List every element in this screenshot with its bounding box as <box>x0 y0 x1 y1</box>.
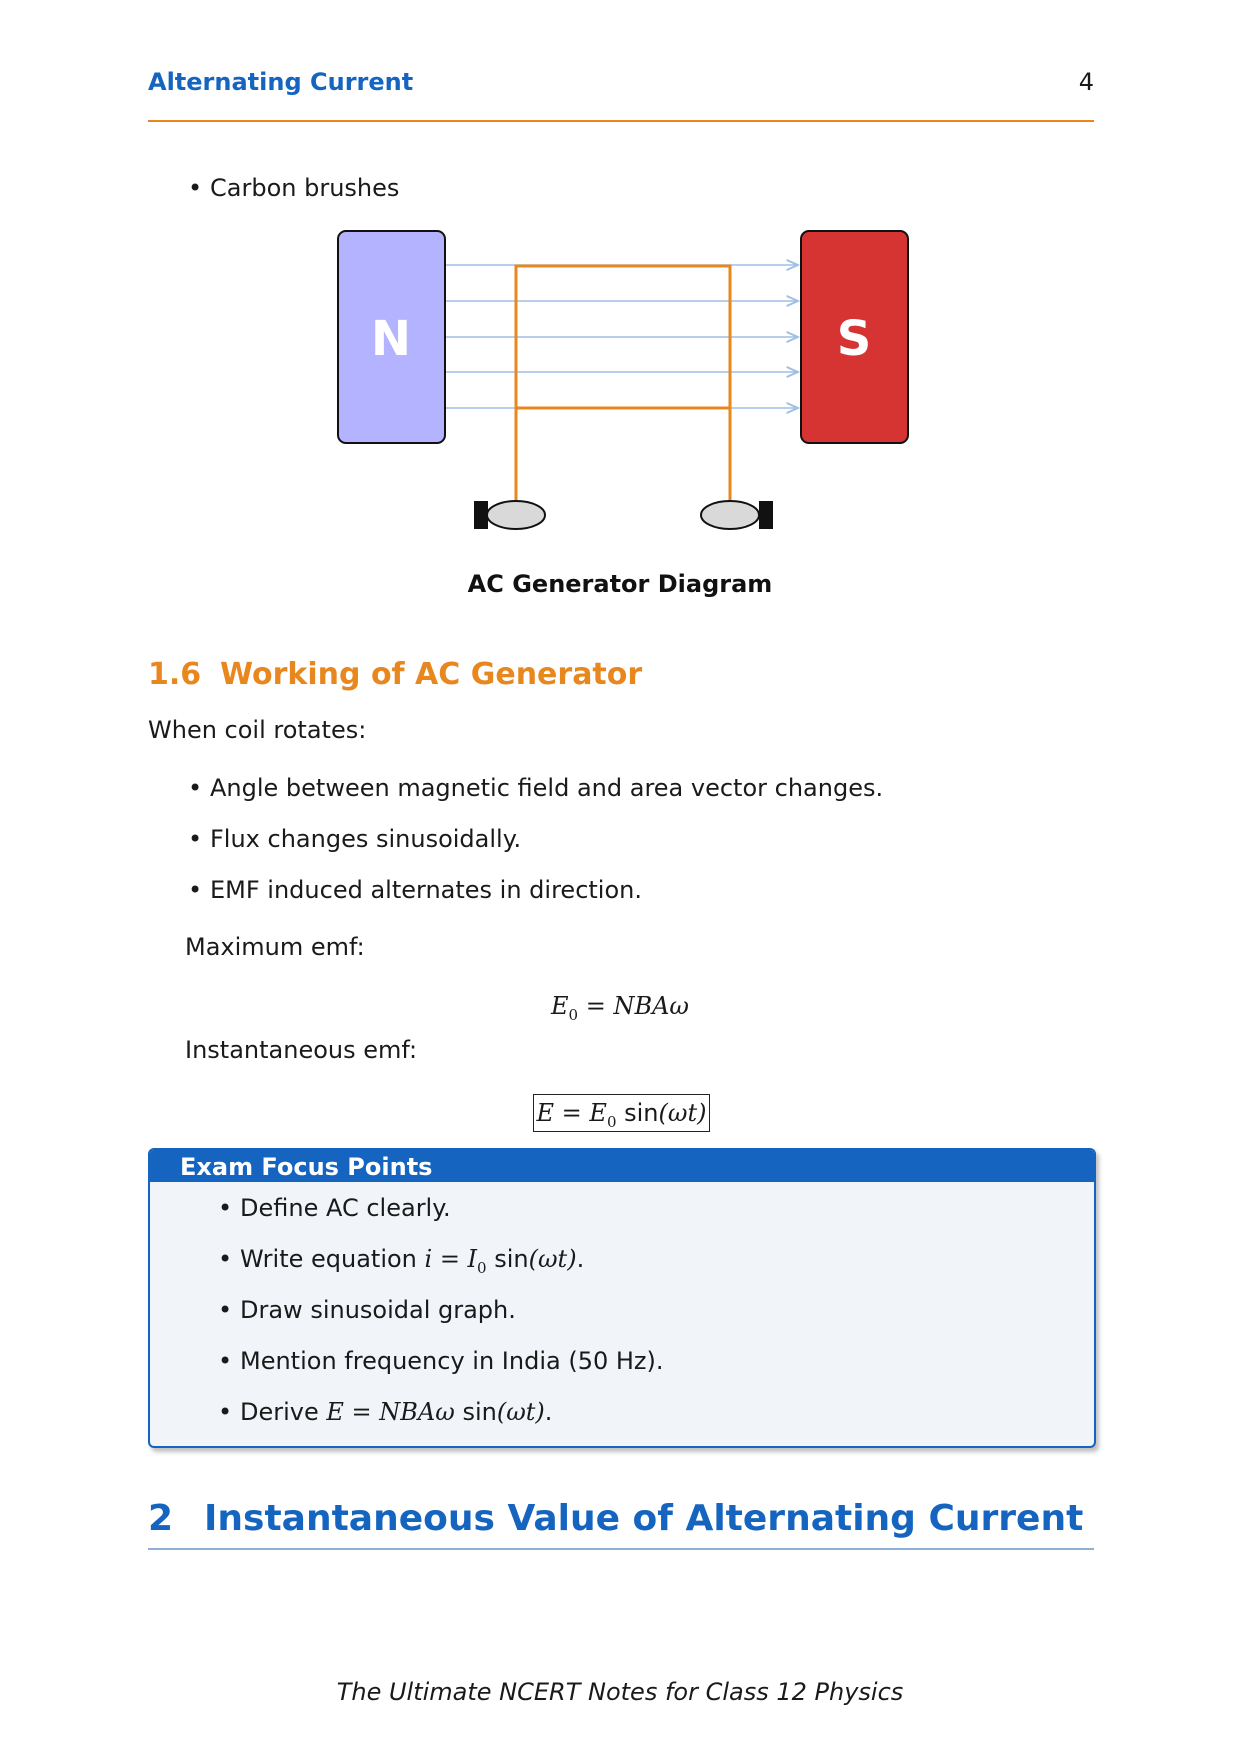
list-item-text: Write equation $i = I_0$ sin(ωt). <box>240 1245 585 1277</box>
carbon-brush-right <box>759 501 773 529</box>
carbon-brush-left <box>474 501 488 529</box>
slip-ring-right <box>701 501 759 529</box>
max-emf-label: Maximum emf: <box>185 933 365 961</box>
running-header-title: Alternating Current <box>148 68 414 96</box>
list-item-text: Draw sinusoidal graph. <box>240 1296 516 1324</box>
list-item-text: EMF induced alternates in direction. <box>210 876 642 904</box>
list-item-text: Carbon brushes <box>210 174 400 202</box>
chapter-section-title: Instantaneous Value of Alternating Current <box>204 1498 1084 1539</box>
list-item-text: Flux changes sinusoidally. <box>210 825 522 853</box>
instantaneous-emf-label: Instantaneous emf: <box>185 1036 418 1064</box>
slip-ring-left <box>487 501 545 529</box>
section-title: Working of AC Generator <box>220 657 643 692</box>
page-footer: The Ultimate NCERT Notes for Class 12 Physics <box>336 1678 904 1706</box>
list-item-prefix: Derive <box>240 1398 327 1426</box>
section-number: 1.6 <box>148 657 202 692</box>
exam-focus-title: Exam Focus Points <box>180 1153 433 1181</box>
section-rule <box>148 1548 1094 1550</box>
list-item-prefix: Write equation <box>240 1245 425 1273</box>
list-item-text: Define AC clearly. <box>240 1194 451 1222</box>
diagram-caption: AC Generator Diagram <box>467 570 773 598</box>
magnetic-field-lines <box>445 265 798 408</box>
ac-generator-diagram <box>0 0 1240 560</box>
list-item-text: Derive E = NBAω sin(ωt). <box>240 1398 553 1426</box>
list-item-text: Mention frequency in India (50 Hz). <box>240 1347 664 1375</box>
intro-paragraph: When coil rotates: <box>148 716 367 744</box>
instantaneous-emf-equation: $E = E_0$ sin(ωt) <box>533 1094 710 1132</box>
max-emf-equation: $E_0 = NBA\omega$ <box>551 992 689 1024</box>
north-pole-label: N <box>370 311 412 367</box>
south-pole-label: S <box>836 311 872 367</box>
list-item-text: Angle between magnetic field and area vector changes. <box>210 774 884 802</box>
exam-focus-title-bar <box>150 1150 1094 1182</box>
page-number: 4 <box>1078 68 1094 96</box>
chapter-section-number: 2 <box>148 1498 174 1539</box>
